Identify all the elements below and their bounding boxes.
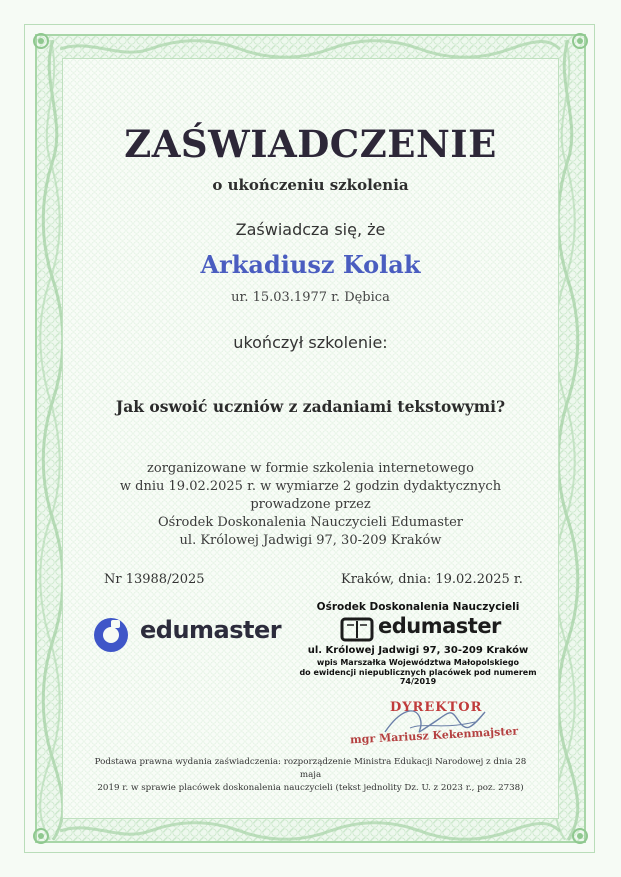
legal-line: 2019 r. w sprawie placówek doskonalenia nauczycieli (tekst jednolity Dz. U. z 2023 r., poz. 2738): [97, 783, 524, 793]
certificate-subtitle: o ukończeniu szkolenia: [212, 176, 409, 194]
birth-info: ur. 15.03.1977 r. Dębica: [231, 290, 390, 305]
detail-line: zorganizowane w formie szkolenia internetowego: [147, 461, 474, 476]
completed-text: ukończył szkolenie:: [233, 333, 388, 352]
corner-rosette-icon: [30, 825, 52, 847]
stamp-line: do ewidencji niepublicznych placówek pod numerem 74/2019: [299, 668, 537, 686]
certifies-text: Zaświadcza się, że: [235, 220, 386, 239]
detail-line: prowadzone przez: [250, 497, 371, 512]
stamp-line: Ośrodek Doskonalenia Nauczycieli: [316, 601, 520, 613]
edumaster-logo-text: edumaster: [140, 616, 282, 644]
legal-line: Podstawa prawna wydania zaświadczenia: rozporządzenie Ministra Edukacji Narodowej z dnia 28 maja: [94, 757, 527, 780]
detail-line: Ośrodek Doskonalenia Nauczycieli Edumaster: [157, 515, 464, 530]
director-name: mgr Mariusz Kekenmajster: [349, 724, 519, 747]
corner-rosette-icon: [30, 30, 52, 52]
director-title: DYREKTOR: [390, 700, 483, 715]
detail-line: w dniu 19.02.2025 r. w wymiarze 2 godzin dydaktycznych: [119, 479, 502, 494]
place-date: Kraków, dnia: 19.02.2025 r.: [341, 572, 523, 587]
institution-stamp: [298, 600, 538, 686]
course-title: Jak oswoić uczniów z zadaniami tekstowymi?: [115, 397, 506, 416]
corner-rosette-icon: [569, 30, 591, 52]
certificate-number: Nr 13988/2025: [104, 572, 205, 587]
stamp-brand: edumaster: [378, 614, 501, 638]
legal-basis: [90, 756, 531, 795]
training-details: [0, 460, 621, 550]
bottom-wave-ornament: [60, 818, 560, 844]
recipient-name: Arkadiusz Kolak: [200, 250, 421, 279]
stamp-line: ul. Królowej Jadwigi 97, 30-209 Kraków: [307, 645, 529, 656]
certificate-title: ZAŚWIADCZENIE: [124, 122, 497, 166]
corner-rosette-icon: [569, 825, 591, 847]
stamp-line: wpis Marszałka Województwa Małopolskiego: [316, 658, 520, 667]
detail-line: ul. Królowej Jadwigi 97, 30-209 Kraków: [179, 533, 442, 548]
